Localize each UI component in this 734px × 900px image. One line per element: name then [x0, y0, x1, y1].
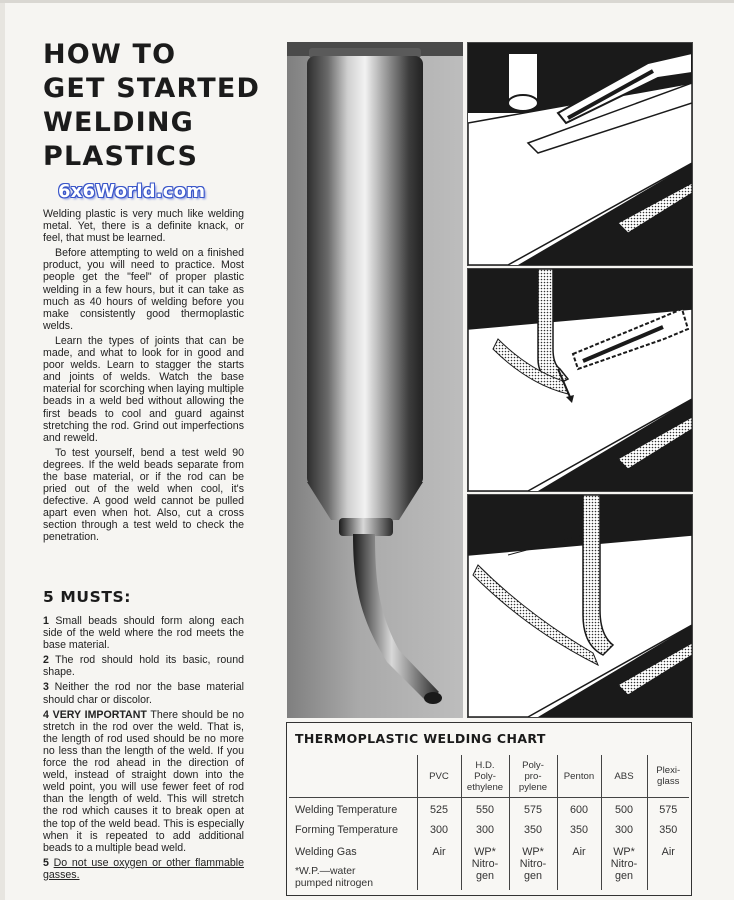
column-header: Penton	[557, 755, 601, 798]
table-cell: Air	[647, 844, 689, 890]
table-cell: Air	[417, 844, 461, 890]
table-cell: 500	[601, 798, 647, 823]
welding-gun-photo	[287, 42, 463, 718]
weld-diagram-finish	[467, 494, 693, 718]
must-item	[43, 709, 244, 854]
column-header: H.D. Poly- ethylene	[461, 755, 509, 798]
footnote: *W.P.—water pumped nitrogen	[295, 866, 373, 889]
gas-label: Welding Gas	[295, 846, 357, 858]
welding-chart-table	[289, 755, 689, 890]
must-text: The rod should hold its basic, round shape.	[43, 654, 244, 679]
weld-diagram-2-art	[468, 269, 692, 491]
welding-gun-illustration	[287, 42, 463, 718]
weld-diagram-3-art	[468, 495, 692, 717]
must-number: 3	[43, 681, 49, 694]
must-text: Small beads should form along each side of the weld where the rod meets the base material.	[43, 615, 244, 652]
title-line: PLASTICS	[43, 141, 199, 172]
table-cell: 300	[461, 822, 509, 844]
body-paragraph: Before attempting to weld on a finished product, you will need to practice. Most people get the "feel" of proper plastic welding in a few hours, but it can take as much as 40 hours of welding before you make consistently good thermoplastic welds.	[43, 247, 244, 332]
row-label: Welding Temperature	[295, 804, 398, 816]
body-paragraph: Learn the types of joints that can be made, and what to look for in good and poor welds. Learn to stagger the starts and joints of welds. Watch the base material for scorching when laying multiple beads in a weld bed without allowing the first beads to cool and guard against stretching the rod. Grind out imperfections and reweld.	[43, 334, 244, 444]
musts-list	[43, 615, 244, 884]
site-watermark: 6x6World.com	[58, 181, 206, 202]
table-cell: 600	[557, 798, 601, 823]
must-lead: VERY IMPORTANT	[52, 708, 147, 721]
chart-corner	[289, 755, 417, 798]
table-row	[289, 822, 689, 844]
must-number: 5	[43, 856, 49, 869]
row-label: Forming Temperature	[295, 824, 399, 836]
table-row	[289, 844, 689, 890]
must-number: 1	[43, 615, 49, 627]
table-cell: 525	[417, 798, 461, 823]
must-text: There should be no stretch in the rod over the weld. That is, the length of rod used should be no more no less than the length of the weld. If you force the rod ahead in the direction of weld, instead of straight down into the weld point, you will use fewer feet of rod than the length of weld. This will stretch the rod which causes it to break open at the top of the weld bead. This is especially when it is repeated to add additional beads to a multiple bead weld.	[43, 708, 244, 854]
weld-diagram-bead	[467, 268, 693, 492]
musts-heading: 5 MUSTS:	[43, 588, 132, 606]
title-line: WELDING	[43, 107, 195, 138]
must-text: Neither the rod nor the base material should char or discolor.	[43, 681, 244, 706]
table-cell: WP* Nitro- gen	[601, 844, 647, 890]
table-row	[289, 798, 689, 823]
weld-diagram-1-art	[468, 43, 692, 265]
article-title	[43, 38, 261, 174]
table-cell: 575	[509, 798, 557, 823]
welding-chart	[286, 722, 692, 896]
page-top-edge	[0, 0, 734, 3]
must-item	[43, 681, 244, 705]
table-cell: 300	[417, 822, 461, 844]
title-line: GET STARTED	[43, 73, 261, 104]
page-left-edge	[0, 3, 5, 900]
must-number: 4	[43, 708, 49, 721]
must-item	[43, 615, 244, 651]
must-number: 2	[43, 654, 49, 667]
column-header: PVC	[417, 755, 461, 798]
table-cell: 350	[557, 822, 601, 844]
chart-header-row	[289, 755, 689, 798]
column-header: ABS	[601, 755, 647, 798]
must-text: Do not use oxygen or other flammable gasses.	[43, 856, 244, 881]
body-paragraph: Welding plastic is very much like welding metal. Yet, there is a definite knack, or feel, that must be learned.	[43, 208, 244, 245]
table-cell: 550	[461, 798, 509, 823]
title-line: HOW TO	[43, 39, 177, 70]
table-cell: 300	[601, 822, 647, 844]
row-label	[289, 844, 417, 890]
table-cell: WP* Nitro- gen	[461, 844, 509, 890]
table-cell: 350	[509, 822, 557, 844]
table-cell: WP* Nitro- gen	[509, 844, 557, 890]
column-header: Plexi- glass	[647, 755, 689, 798]
column-header: Poly- pro- pylene	[509, 755, 557, 798]
table-cell: 350	[647, 822, 689, 844]
must-item	[43, 857, 244, 881]
table-cell: Air	[557, 844, 601, 890]
article-body	[43, 208, 244, 547]
chart-title: THERMOPLASTIC WELDING CHART	[295, 731, 546, 746]
body-paragraph: To test yourself, bend a test weld 90 degrees. If the weld beads separate from the base material, or if the rod can be pried out of the weld when cool, it's defective. A good weld cannot be pulled apart even when hot. Also, cut a cross section through a test weld to check the penetration.	[43, 446, 244, 544]
weld-diagram-start	[467, 42, 693, 266]
table-cell: 575	[647, 798, 689, 823]
must-item	[43, 654, 244, 678]
